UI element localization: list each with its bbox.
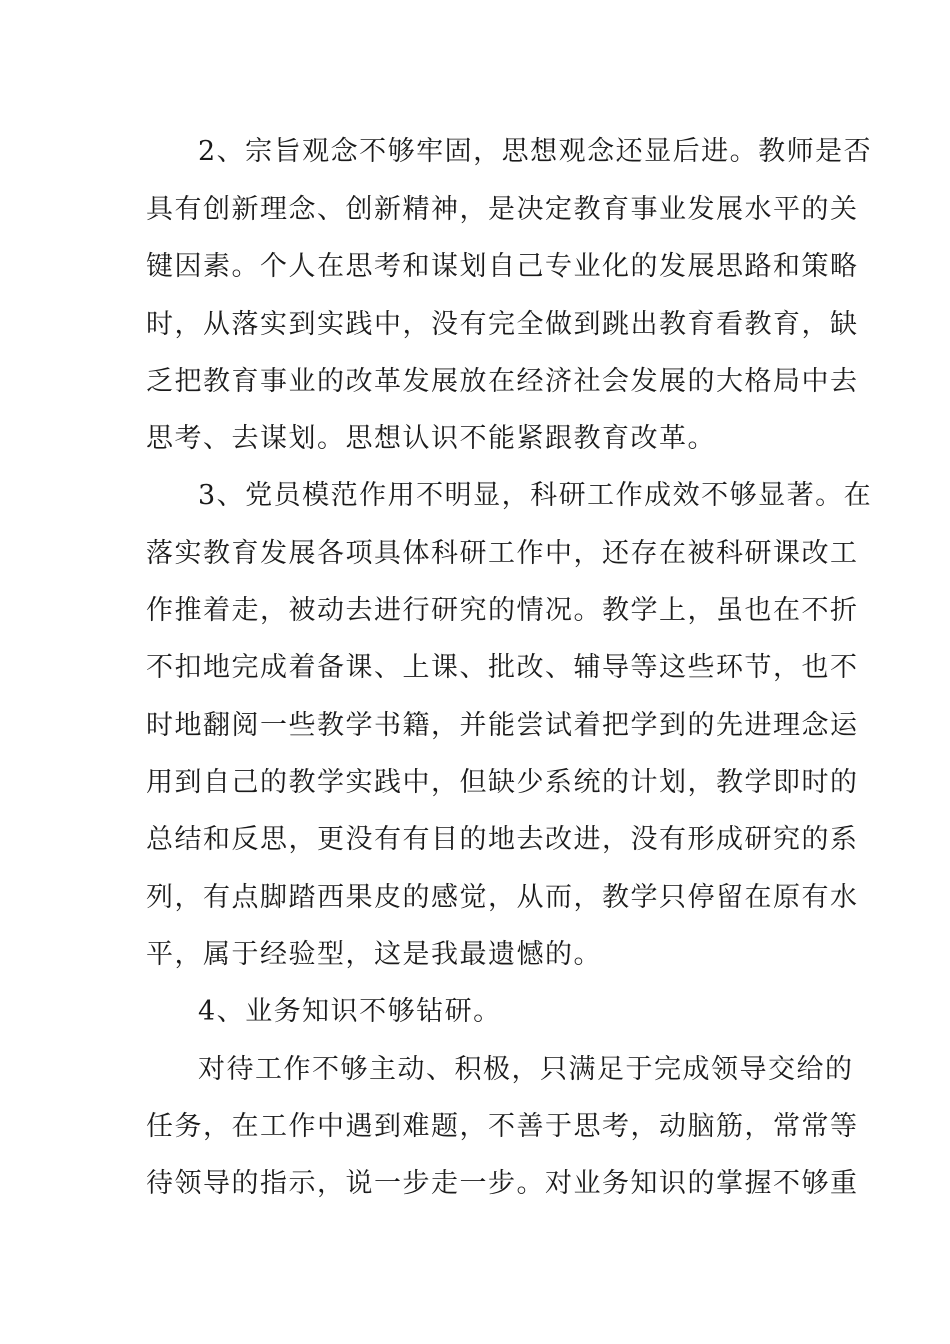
paragraph-1-line-5: 乏把教育事业的改革发展放在经济社会发展的大格局中去: [146, 366, 859, 397]
paragraph-2-line-8: 列，有点脚踏西果皮的感觉，从而，教学只停留在原有水: [146, 882, 859, 913]
paragraph-1-line-2: 具有创新理念、创新精神，是决定教育事业发展水平的关: [146, 194, 859, 225]
paragraph-2-line-7: 总结和反思，更没有有目的地去改进，没有形成研究的系: [146, 824, 859, 855]
paragraph-3-line-1: 4、业务知识不够钻研。: [198, 996, 502, 1027]
paragraph-2-line-3: 作推着走，被动去进行研究的情况。教学上，虽也在不折: [146, 595, 859, 626]
paragraph-1-line-3: 键因素。个人在思考和谋划自己专业化的发展思路和策略: [146, 251, 859, 282]
paragraph-2-line-9: 平，属于经验型，这是我最遗憾的。: [146, 939, 602, 970]
paragraph-2-line-4: 不扣地完成着备课、上课、批改、辅导等这些环节，也不: [146, 652, 859, 683]
paragraph-2-line-5: 时地翻阅一些教学书籍，并能尝试着把学到的先进理念运: [146, 710, 859, 741]
paragraph-4-line-3: 待领导的指示，说一步走一步。对业务知识的掌握不够重: [146, 1168, 859, 1199]
paragraph-1-line-4: 时，从落实到实践中，没有完全做到跳出教育看教育，缺: [146, 309, 859, 340]
paragraph-2-line-2: 落实教育发展各项具体科研工作中，还存在被科研课改工: [146, 538, 859, 569]
paragraph-1-line-6: 思考、去谋划。思想认识不能紧跟教育改革。: [146, 423, 716, 454]
paragraph-2-line-1: 3、党员模范作用不明显，科研工作成效不够显著。在: [198, 480, 873, 511]
paragraph-1-line-1: 2、宗旨观念不够牢固，思想观念还显后进。教师是否: [198, 136, 873, 167]
paragraph-4-line-2: 任务，在工作中遇到难题，不善于思考，动脑筋，常常等: [146, 1111, 859, 1142]
paragraph-2-line-6: 用到自己的教学实践中，但缺少系统的计划，教学即时的: [146, 767, 859, 798]
paragraph-4-line-1: 对待工作不够主动、积极，只满足于完成领导交给的: [198, 1054, 854, 1085]
